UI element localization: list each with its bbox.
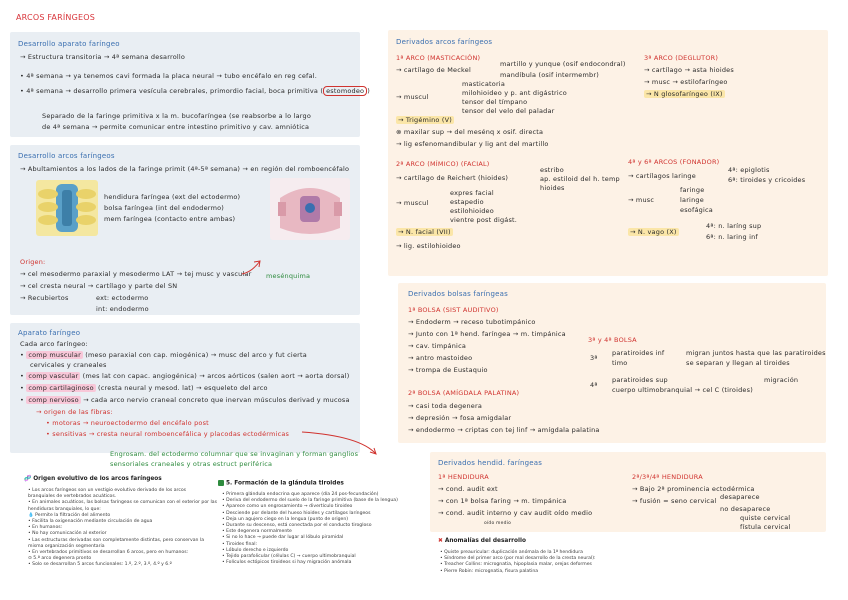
printed-line: • Deriva del endodermo del suelo de la faringe primitiva (base de la lengua) (222, 498, 398, 504)
text-line: masticatoria (462, 80, 505, 88)
text-line: → Abultamientos a los lados de la faringe primit (4ª-5ª semana) → en región del romboencéfalo (20, 165, 350, 173)
text-line: 6ª: tiroides y cricoides (728, 176, 806, 184)
text-line: → fusión = seno cervical (632, 497, 717, 505)
text-line: → lig. estilohioideo (396, 242, 461, 250)
text-line: paratiroides inf (612, 349, 665, 357)
text-line: → N glosofaríngeo (IX) (646, 90, 723, 98)
text-line: → muscul (396, 199, 429, 207)
printed-line: misma organización segmentaria (28, 543, 105, 549)
text-line: migración (764, 376, 799, 384)
bolsa2-title: 2ª BOLSA (AMÍGDALA PALATINA) (408, 389, 520, 397)
hendidura1-title: 1ª HENDIDURA (438, 473, 489, 481)
printed-line: • Treacher Collins: micrognatia, hipoplasia malar, orejas deformes (440, 562, 592, 568)
printed-line: • En animales acuáticos, las bolsas faríngeas se comunican con el exterior por las (28, 500, 217, 506)
text-line: → N. vago (X) (630, 228, 677, 236)
text-line: quiste cervical (740, 514, 791, 522)
printed-line: • Síndrome del primer arco (por mal desarrollo de la cresta neural): (440, 556, 596, 562)
text-line: estapedio (450, 198, 484, 206)
pharyngeal-arches-diagram (36, 180, 98, 236)
mesenquima-label: mesénquima (266, 272, 311, 280)
text-line: • comp nervioso → cada arco nervio craneal concreto que inervan músculos derivad y mucosa (20, 396, 350, 404)
text-line: no desaparece (720, 505, 771, 513)
text-line: se separan y llegan al tiroides (686, 359, 790, 367)
text-line: → Bajo 2ª prominencia ectodérmica (632, 485, 755, 493)
text-line: → cartílago de Reichert (hioides) (396, 174, 509, 182)
diagram-label: mem faríngea (contacto entre ambas) (104, 215, 236, 223)
text-line: estribo (540, 166, 564, 174)
printed-line: • Quiste preauricular: duplicación anómala de la 1ª hendidura (440, 550, 583, 555)
text-line: → cav. timpánica (408, 342, 467, 350)
printed-line: • Los arcos faríngeos son un vestigio evolutivo derivado de los arcos (28, 488, 187, 493)
text-line: expres facial (450, 189, 494, 197)
text-line: milohioideo y p. ant digástrico (462, 89, 567, 97)
text-line: → cond. audit ext (438, 485, 498, 493)
text-line: hioides (540, 184, 565, 192)
text-line: • sensitivas → cresta neural romboencefálica y placodas ectodérmicas (46, 430, 290, 438)
text-line: de 4ª semana → permite comunicar entre intestino primitivo y cav. amniótica (42, 123, 310, 131)
heading-derivados-arcos: Derivados arcos faríngeos (396, 38, 493, 46)
printed-mid-list (222, 492, 398, 566)
printed-line: • Pierre Robin: micrognatia, fisura palatina (440, 568, 539, 574)
heading-bolsas: Derivados bolsas faríngeas (408, 290, 508, 298)
text-line: → Recubiertos (20, 294, 69, 302)
printed-line: • Aparece como un engrosamiento → divertículo tiroideo (222, 504, 353, 510)
text-line: → depresión → fosa amigdalar (408, 414, 512, 422)
text-line: 4ª (590, 381, 598, 389)
printed-line: • En vertebrados primitivos se desarrollan 6 arcos, pero en humanos: (28, 550, 189, 556)
printed-line: • Primera glándula endocrina que aparece (día 24 pos-fecundación) (222, 492, 379, 497)
text-line: cuerpo ultimobranquial → cel C (tiroides) (612, 386, 753, 394)
text-line: timo (612, 359, 628, 367)
text-line: → endodermo → criptas con tej linf → amígdala palatina (408, 426, 600, 434)
origen-label: Origen: (20, 258, 46, 266)
dna-icon: 🧬 (24, 476, 32, 482)
printed-line: • Folículos ectópicos tiroideos si hay migración anómala (222, 560, 352, 566)
printed-line: • Durante su descenso, está conectada por el conducto tirogloso (222, 523, 372, 529)
printed-line: • Tejido parafolicular (células C) → cuerpo ultimobranquial (222, 554, 356, 560)
printed-line: • Las estructuras derivadas son completamente distintas, pero conservan la (28, 537, 205, 543)
printed-line: • Lóbulo derecho e izquierdo (222, 547, 289, 553)
arco1-title: 1ª ARCO (MASTICACIÓN) (396, 54, 481, 62)
text-line: 4ª: n. laríng sup (706, 222, 762, 230)
heading-desarrollo-aparato: Desarrollo aparato faríngeo (18, 40, 120, 48)
text-line: → antro mastoideo (408, 354, 473, 362)
text-line: • comp cartilaginoso (cresta neural y mesod. lat) → esqueleto del arco (20, 384, 268, 392)
printed-heading: 5. Formación de la glándula tiroides (218, 480, 344, 487)
text-line: → casi toda degenera (408, 402, 483, 410)
text-line: int: endodermo (96, 305, 149, 313)
text-line: 6ª: n. laring inf (706, 233, 758, 241)
text-line: → cel mesodermo paraxial y mesodermo LAT → tej musc y vascular (20, 270, 252, 278)
bolsa1-title: 1ª BOLSA (SIST AUDITIVO) (408, 306, 499, 314)
printed-line: branquiales de vertebrados acuáticos. (28, 494, 117, 500)
arco3-title: 3ª ARCO (DEGLUTOR) (644, 54, 719, 62)
text-line: paratiroides sup (612, 376, 668, 384)
text-line: → muscul (396, 93, 429, 101)
printed-line: • Si no lo hace → puede dar lugar al lóbulo piramidal (222, 535, 344, 541)
text-line: → lig esfenomandibular y lig ant del martillo (396, 140, 549, 148)
printed-line: ⊙ 5.ª arco degenera pronto (28, 556, 92, 562)
arch-diagram-icon (36, 180, 98, 236)
estomodeo-box: estomodeo (323, 86, 367, 96)
heading-desarrollo-arcos: Desarrollo arcos faríngeos (18, 152, 115, 160)
text-line: → cel cresta neural → cartílago y parte del SN (20, 282, 178, 290)
text-line: → Estructura transitoria → 4ª semana desarrollo (20, 53, 186, 61)
text-line: → Junto con 1ª hend. faríngea → m. timpánica (408, 330, 566, 338)
text-line: → musc → estilofaríngeo (644, 78, 728, 86)
text-line: migran juntos hasta que las paratiroides (686, 349, 826, 357)
text-line: → Endoderm → receso tubotimpánico (408, 318, 536, 326)
text-line: martillo y yunque (osif endocondral) (500, 60, 626, 68)
text-line: → N. facial (VII) (398, 228, 451, 236)
printed-line: • Desciende por delante del hueso hioides y cartílagos laríngeos (222, 510, 371, 516)
hendidura234-title: 2ª/3ª/4ª HENDIDURA (632, 473, 703, 481)
text-line: → cartílago de Meckel (396, 66, 471, 74)
text-line: estilohioideo (450, 207, 494, 215)
text-line: Engrosam. del ectodermo columnar que se invaginan y forman ganglios (110, 450, 359, 458)
text-line: 4ª: epiglotis (728, 166, 770, 174)
text-line: tensor del velo del paladar (462, 107, 555, 115)
text-line: → cartílagos laringe (628, 172, 696, 180)
text-line: • 4ª semana → ya tenemos cavi formada la placa neural → tubo encéfalo en reg cefal. (20, 72, 318, 80)
text-line: • motoras → neuroectodermo del encéfalo post (46, 419, 209, 427)
text-line: • comp muscular (meso paraxial con cap. miogénica) → musc del arco y fut cierta (20, 351, 307, 359)
text-line: ext: ectodermo (96, 294, 149, 302)
heading-aparato: Aparato faríngeo (18, 329, 81, 337)
text-line: sensoriales craneales y otras estruct periférica (110, 460, 273, 468)
text-line: → cond. audit interno y cav audit oído medio (438, 509, 593, 517)
text-line: • comp vascular (mes lat con capac. angiogénica) → arcos aórticos (salen aort → aorta dorsal) (20, 372, 350, 380)
text-line: ap. estiloid del h. temp (540, 175, 620, 183)
curved-arrow-icon (240, 258, 264, 276)
text-line: esofágica (680, 206, 713, 214)
text-line: faringe (680, 186, 705, 194)
text-line: Cada arco faríngeo: (20, 340, 88, 348)
arco2-title: 2ª ARCO (MÍMICO) (FACIAL) (396, 160, 490, 168)
cross-section-icon (270, 178, 350, 240)
printed-line: • Tiroides final: (222, 541, 258, 547)
text-line: desaparece (720, 493, 760, 501)
printed-line: 💧 Permite la filtración del alimento (28, 512, 111, 518)
arco4-title: 4ª y 6ª ARCOS (FONADOR) (628, 158, 720, 166)
text-line: • 4ª semana → desarrollo primera vesícula cerebrales, primordio facial, boca primitiva ( estomodeo ) (20, 87, 370, 95)
text-line: Separado de la faringe primitiva x la m. bucofaríngea (se reabsorbe a lo largo (42, 112, 312, 120)
printed-line: • Deja un agujero ciego en la lengua (punto de origen) (222, 516, 349, 522)
printed-line: • Solo se desarrollan 5 arcos funcionales: 1.º, 2.º, 3.º, 4.º y 6.º (28, 562, 172, 568)
printed-heading: 🧬 Origen evolutivo de los arcos faríngeos (24, 476, 162, 482)
heading-hendiduras: Derivados hendid. faríngeas (438, 459, 543, 467)
text-line: ⊗ maxilar sup → del mesénq x osif. directa (396, 128, 544, 136)
text-line: vientre post digást. (450, 216, 518, 224)
text-line: → origen de las fibras: (36, 408, 113, 416)
printed-line: • Facilita la oxigenación mediante circulación de agua (28, 519, 153, 525)
text-line: → Trigémino (V) (398, 116, 452, 124)
printed-line: • En humanos: (28, 525, 63, 531)
text-line: cervicales y craneales (30, 361, 107, 369)
text-line: tensor del tímpano (462, 98, 528, 106)
printed-left-list (28, 488, 217, 569)
text-line: oído medio (484, 521, 512, 526)
text-line: 3ª (590, 354, 598, 362)
text-line: → musc (628, 196, 655, 204)
check-icon (218, 480, 224, 486)
text-line: → con 1ª bolsa faring → m. timpánica (438, 497, 567, 505)
text-line: mandíbula (osif intermembr) (500, 71, 599, 79)
text-line: → cartílago → asta hioides (644, 66, 734, 74)
bolsa34-title: 3ª y 4ª BOLSA (588, 336, 637, 344)
printed-line: • Este degenera normalmente (222, 529, 292, 535)
text-line: laringe (680, 196, 704, 204)
printed-line: hendiduras branquiales, lo que: (28, 506, 101, 512)
text-line: → trompa de Eustaquio (408, 366, 488, 374)
page-title: ARCOS FARÍNGEOS (16, 13, 96, 22)
printed-heading: ✖ Anomalías del desarrollo (438, 538, 526, 544)
cross-icon: ✖ (438, 538, 443, 544)
diagram-label: hendidura faríngea (ext del ectodermo) (104, 193, 241, 201)
printed-line: • No hay comunicación al exterior (28, 531, 107, 537)
cross-section-diagram (270, 178, 350, 240)
printed-right-list (440, 550, 596, 575)
text-line: fístula cervical (740, 523, 791, 531)
diagram-label: bolsa faríngea (int del endodermo) (104, 204, 225, 212)
